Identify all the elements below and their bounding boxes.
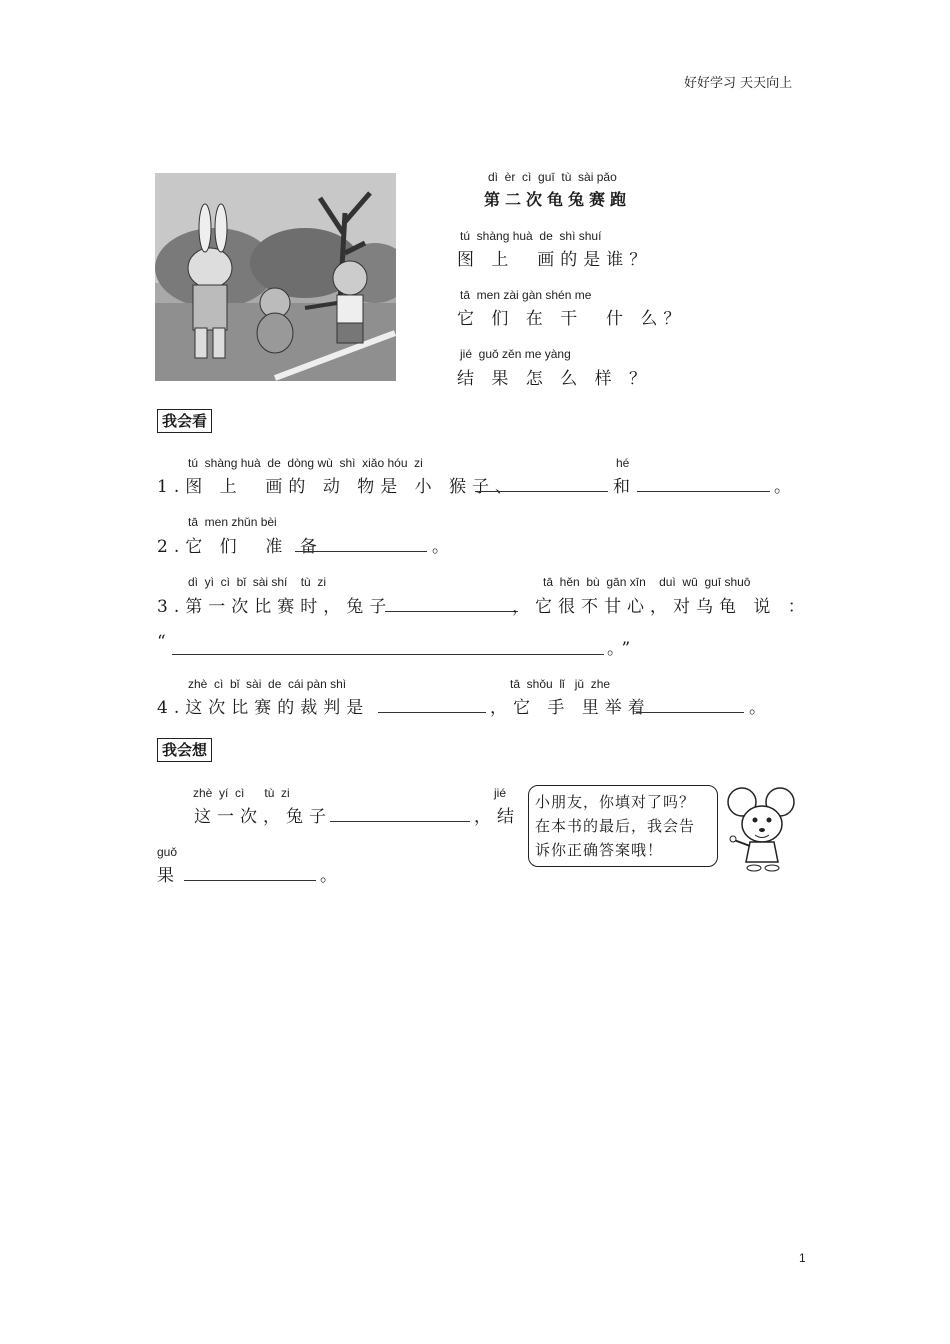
intro-question-1-pinyin: tú shàng huà de shì shuí: [460, 229, 602, 243]
page-title: 第二次龟兔赛跑: [484, 190, 632, 209]
q3-pinyin-2: tā hěn bù gān xīn duì wū guī shuō: [543, 575, 751, 589]
q4-blank-1[interactable]: [378, 712, 486, 713]
q3-close: 。”: [607, 639, 637, 659]
think-text: 这一次，兔子: [194, 807, 332, 827]
bubble-line-1: 小朋友，你填对了吗？: [535, 793, 696, 811]
mouse-mascot-image: [722, 782, 800, 874]
q4-blank-2[interactable]: [636, 712, 744, 713]
q1-text-2: 和: [613, 477, 636, 497]
bubble-line-3: 诉你正确答案哦！: [535, 841, 664, 859]
section-look-label: 我会看: [157, 409, 212, 433]
q3-blank-2[interactable]: [172, 654, 604, 655]
q3-pinyin: dì yì cì bǐ sài shí tù zi: [188, 575, 327, 589]
bubble-line-2: 在本书的最后，我会告: [535, 817, 696, 835]
q4-end: 。: [749, 698, 772, 718]
q1-text: 1.图 上 画的 动 物是 小 猴子、: [157, 477, 519, 497]
q2-pinyin: tā men zhǔn bèi: [188, 515, 277, 529]
think-end: 。: [320, 866, 343, 886]
intro-question-1: 图 上 画的是谁？: [457, 250, 653, 270]
think-pinyin-2: jié: [494, 786, 507, 800]
q3-text: 3.第一次比赛时，兔子: [157, 597, 393, 617]
intro-question-2: 它 们 在 干 什 么？: [457, 309, 687, 329]
illustration-image: [155, 173, 396, 381]
q1-end: 。: [774, 477, 797, 497]
speech-bubble: [528, 785, 718, 867]
page-header: 好好学习 天天向上: [684, 76, 793, 91]
think-pinyin: zhè yí cì tù zi: [193, 786, 290, 800]
section-think-label: 我会想: [157, 738, 212, 762]
page-number: 1: [799, 1251, 806, 1265]
q2-blank[interactable]: [295, 551, 427, 552]
q3-blank-1[interactable]: [385, 611, 518, 612]
q4-text: 4.这次比赛的裁判是: [157, 698, 370, 718]
q2-text: 2.它 们 准 备: [157, 537, 323, 557]
q4-text-2: ，它 手 里举着: [490, 698, 651, 718]
intro-question-2-pinyin: tā men zài gàn shén me: [460, 288, 592, 302]
q3-text-2: ，它很不甘心，对乌龟 说 ：: [512, 597, 811, 617]
q1-blank-1[interactable]: [475, 491, 608, 492]
think-text-2: ，结: [474, 807, 520, 827]
illustration-svg: [155, 173, 396, 381]
mouse-mascot-svg: [722, 782, 800, 874]
intro-question-3: 结 果 怎 么 样 ？: [457, 369, 653, 389]
q4-pinyin: zhè cì bǐ sài de cái pàn shì: [188, 677, 347, 691]
title-pinyin: dì èr cì guī tù sài pǎo: [488, 170, 617, 184]
q4-pinyin-2: tā shǒu lǐ jǔ zhe: [510, 677, 611, 691]
think-text-3: 果: [157, 866, 180, 886]
q1-pinyin-2: hé: [616, 456, 630, 470]
q1-pinyin: tú shàng huà de dòng wù shì xiǎo hóu zi: [188, 456, 423, 470]
think-pinyin-3: guǒ: [157, 845, 178, 859]
intro-question-3-pinyin: jié guǒ zěn me yàng: [460, 347, 571, 361]
think-blank-1[interactable]: [330, 821, 470, 822]
q2-end: 。: [432, 537, 455, 557]
q3-open-quote: “: [157, 632, 172, 652]
q1-blank-2[interactable]: [637, 491, 770, 492]
think-blank-2[interactable]: [184, 880, 316, 881]
